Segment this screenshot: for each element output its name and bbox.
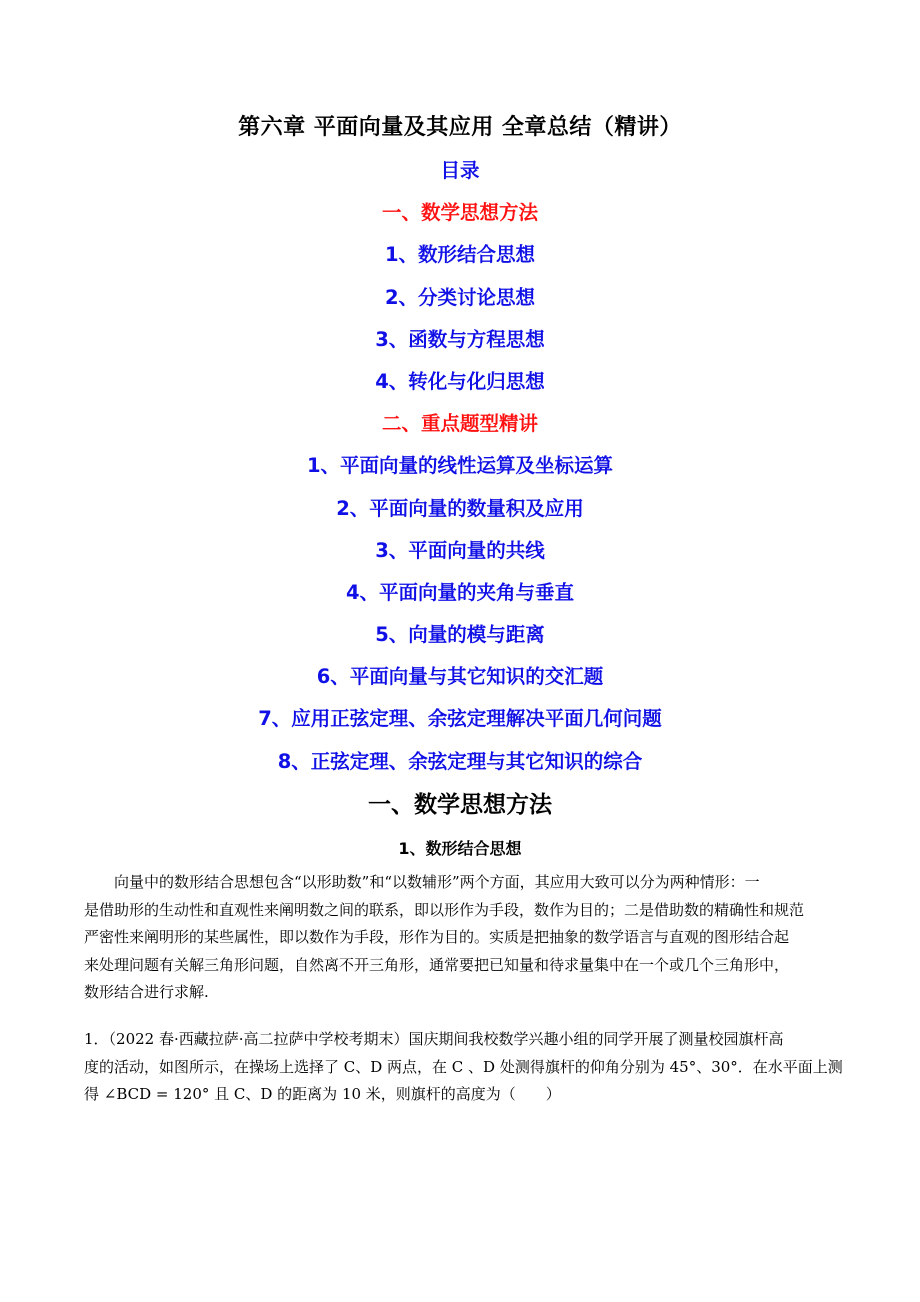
toc-heading: 目录 bbox=[440, 159, 480, 182]
toc-item[interactable]: 1、数形结合思想 bbox=[384, 243, 536, 267]
toc-item[interactable]: 7、应用正弦定理、余弦定理解决平面几何问题 bbox=[258, 707, 662, 731]
toc-item[interactable]: 3、平面向量的共线 bbox=[375, 538, 545, 562]
paragraph-line: 严密性来阐明形的某些属性，即以数作为手段，形作为目的。实质是把抽象的数学语言与直观的图形结合起 bbox=[84, 928, 790, 947]
question-line: 度的活动，如图所示，在操场上选择了 C、D 两点，在 C 、D 处测得旗杆的仰角分别为 45°、30°．在水平面上测 bbox=[84, 1057, 843, 1076]
paragraph-line: 数形结合进行求解. bbox=[84, 983, 209, 1002]
toc-item[interactable]: 5、向量的模与距离 bbox=[375, 623, 545, 647]
question-line: 1．（2022 春·西藏拉萨·高二拉萨中学校考期末）国庆期间我校数学兴趣小组的同学开展了测量校园旗杆高 bbox=[84, 1030, 784, 1048]
table-of-contents bbox=[0, 150, 920, 783]
toc-section-key-problems[interactable]: 二、重点题型精讲 bbox=[381, 412, 538, 436]
toc-section-math-thinking[interactable]: 一、数学思想方法 bbox=[381, 201, 538, 225]
toc-item[interactable]: 2、分类讨论思想 bbox=[384, 285, 536, 309]
toc-item[interactable]: 8、正弦定理、余弦定理与其它知识的综合 bbox=[277, 749, 643, 773]
paragraph-line: 是借助形的生动性和直观性来阐明数之间的联系，即以形作为手段，数作为目的；二是借助数的精确性和规范 bbox=[84, 900, 805, 919]
toc-item[interactable]: 4、平面向量的夹角与垂直 bbox=[345, 580, 575, 604]
question-line: 得 ∠BCD = 120° 且 C、D 的距离为 10 米，则旗杆的高度为（ ） bbox=[84, 1085, 561, 1104]
toc-item[interactable]: 3、函数与方程思想 bbox=[375, 327, 545, 351]
intro-paragraph bbox=[84, 869, 844, 1007]
section-heading: 一、数学思想方法 bbox=[368, 792, 552, 818]
toc-item[interactable]: 2、平面向量的数量积及应用 bbox=[336, 496, 584, 520]
toc-item[interactable]: 1、平面向量的线性运算及坐标运算 bbox=[306, 454, 614, 478]
toc-item[interactable]: 4、转化与化归思想 bbox=[375, 369, 545, 393]
question-1 bbox=[84, 1026, 844, 1109]
sub-heading: 1、数形结合思想 bbox=[398, 839, 522, 858]
toc-item[interactable]: 6、平面向量与其它知识的交汇题 bbox=[316, 665, 604, 689]
document-title: 第六章 平面向量及其应用 全章总结（精讲） bbox=[238, 115, 682, 140]
paragraph-line: 来处理问题有关解三角形问题，自然离不开三角形，通常要把已知量和待求量集中在一个或几个三角形中， bbox=[84, 955, 790, 974]
paragraph-line: 向量中的数形结合思想包含“以形助数”和“以数辅形”两个方面，其应用大致可以分为两种情形：一 bbox=[114, 873, 760, 891]
